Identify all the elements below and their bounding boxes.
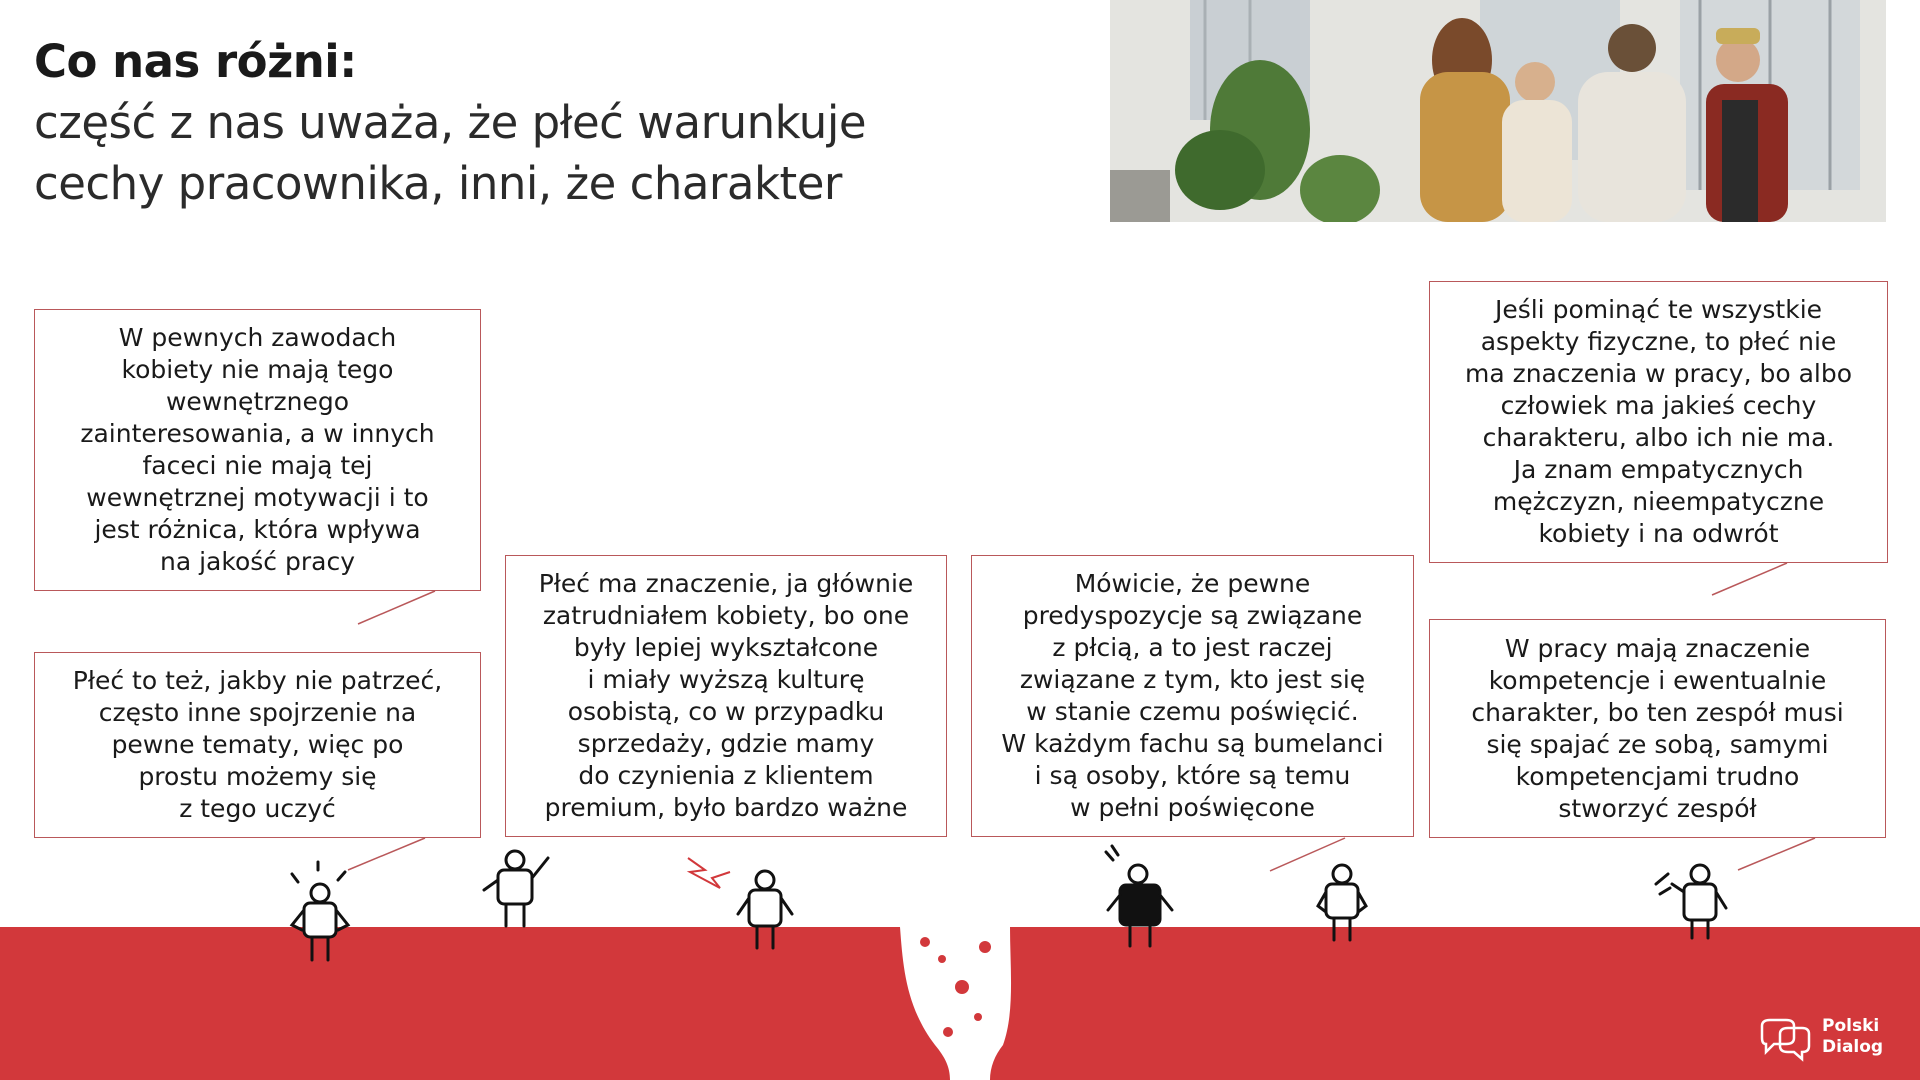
quote-text: Mówicie, że pewne predyspozycje są związane z płcią, a to jest raczej związane z tym, kto jest się w stanie czemu poświęcić. W każdym fachu są bumelanci i są osoby, które są temu w pełni poświęcone (1001, 569, 1384, 822)
quote-text: W pewnych zawodach kobiety nie mają tego wewnętrznego zainteresowania, a w innych faceci nie mają tej wewnętrznej motywacji i to jest różnica, która wpływa na jakość pracy (80, 323, 435, 576)
figure-thinking (1318, 865, 1366, 940)
bubble-tail-1 (358, 591, 435, 624)
quote-text: W pracy mają znaczenie kompetencje i ewentualnie charakter, bo ten zespół musi się spajać ze sobą, samymi kompetencjami trudno stworzyć zespół (1471, 633, 1844, 823)
figure-shrugging (1656, 865, 1726, 938)
bubble-tail-2 (348, 838, 425, 870)
quote-text: Płeć to też, jakby nie patrzeć, często inne spojrzenie na pewne tematy, więc po prostu możemy się z tego uczyć (72, 666, 443, 823)
page-subtitle-line-2: cechy pracownika, inni, że charakter (34, 157, 842, 210)
page-subtitle-line-1: część z nas uważa, że płeć warunkuje (34, 96, 867, 149)
bubble-tail-5 (1712, 563, 1787, 595)
quote-text: Jeśli pominąć te wszystkie aspekty fizyczne, to płeć nie ma znaczenia w pracy, bo albo człowiek ma jakieś cechy charakteru, albo ich nie ma. Ja znam empatycznych mężczyzn, nieempatyczne kobiety i na odwrót (1464, 295, 1853, 548)
figure-standing (738, 871, 792, 948)
polski-dialog-logo (1758, 1016, 1908, 1064)
page-title: Co nas różni: (34, 35, 357, 88)
logo-text: Polski Dialog (1822, 1016, 1884, 1057)
figure-waving (484, 851, 548, 926)
quote-text: Płeć ma znaczenie, ja głównie zatrudniałem kobiety, bo one były lepiej wykształcone i miały wyższą kulturę osobistą, co w przypadku sprzedaży, gdzie mamy do czynienia z klientem premium, było bardzo ważne (538, 569, 914, 822)
figure-speaking (1106, 846, 1172, 946)
bubble-tail-6 (1738, 838, 1815, 870)
speech-bubbles-icon (1758, 1018, 1812, 1062)
figure-worried (292, 862, 348, 960)
bubble-tail-4 (1270, 838, 1345, 871)
lightning-mark (688, 858, 730, 888)
